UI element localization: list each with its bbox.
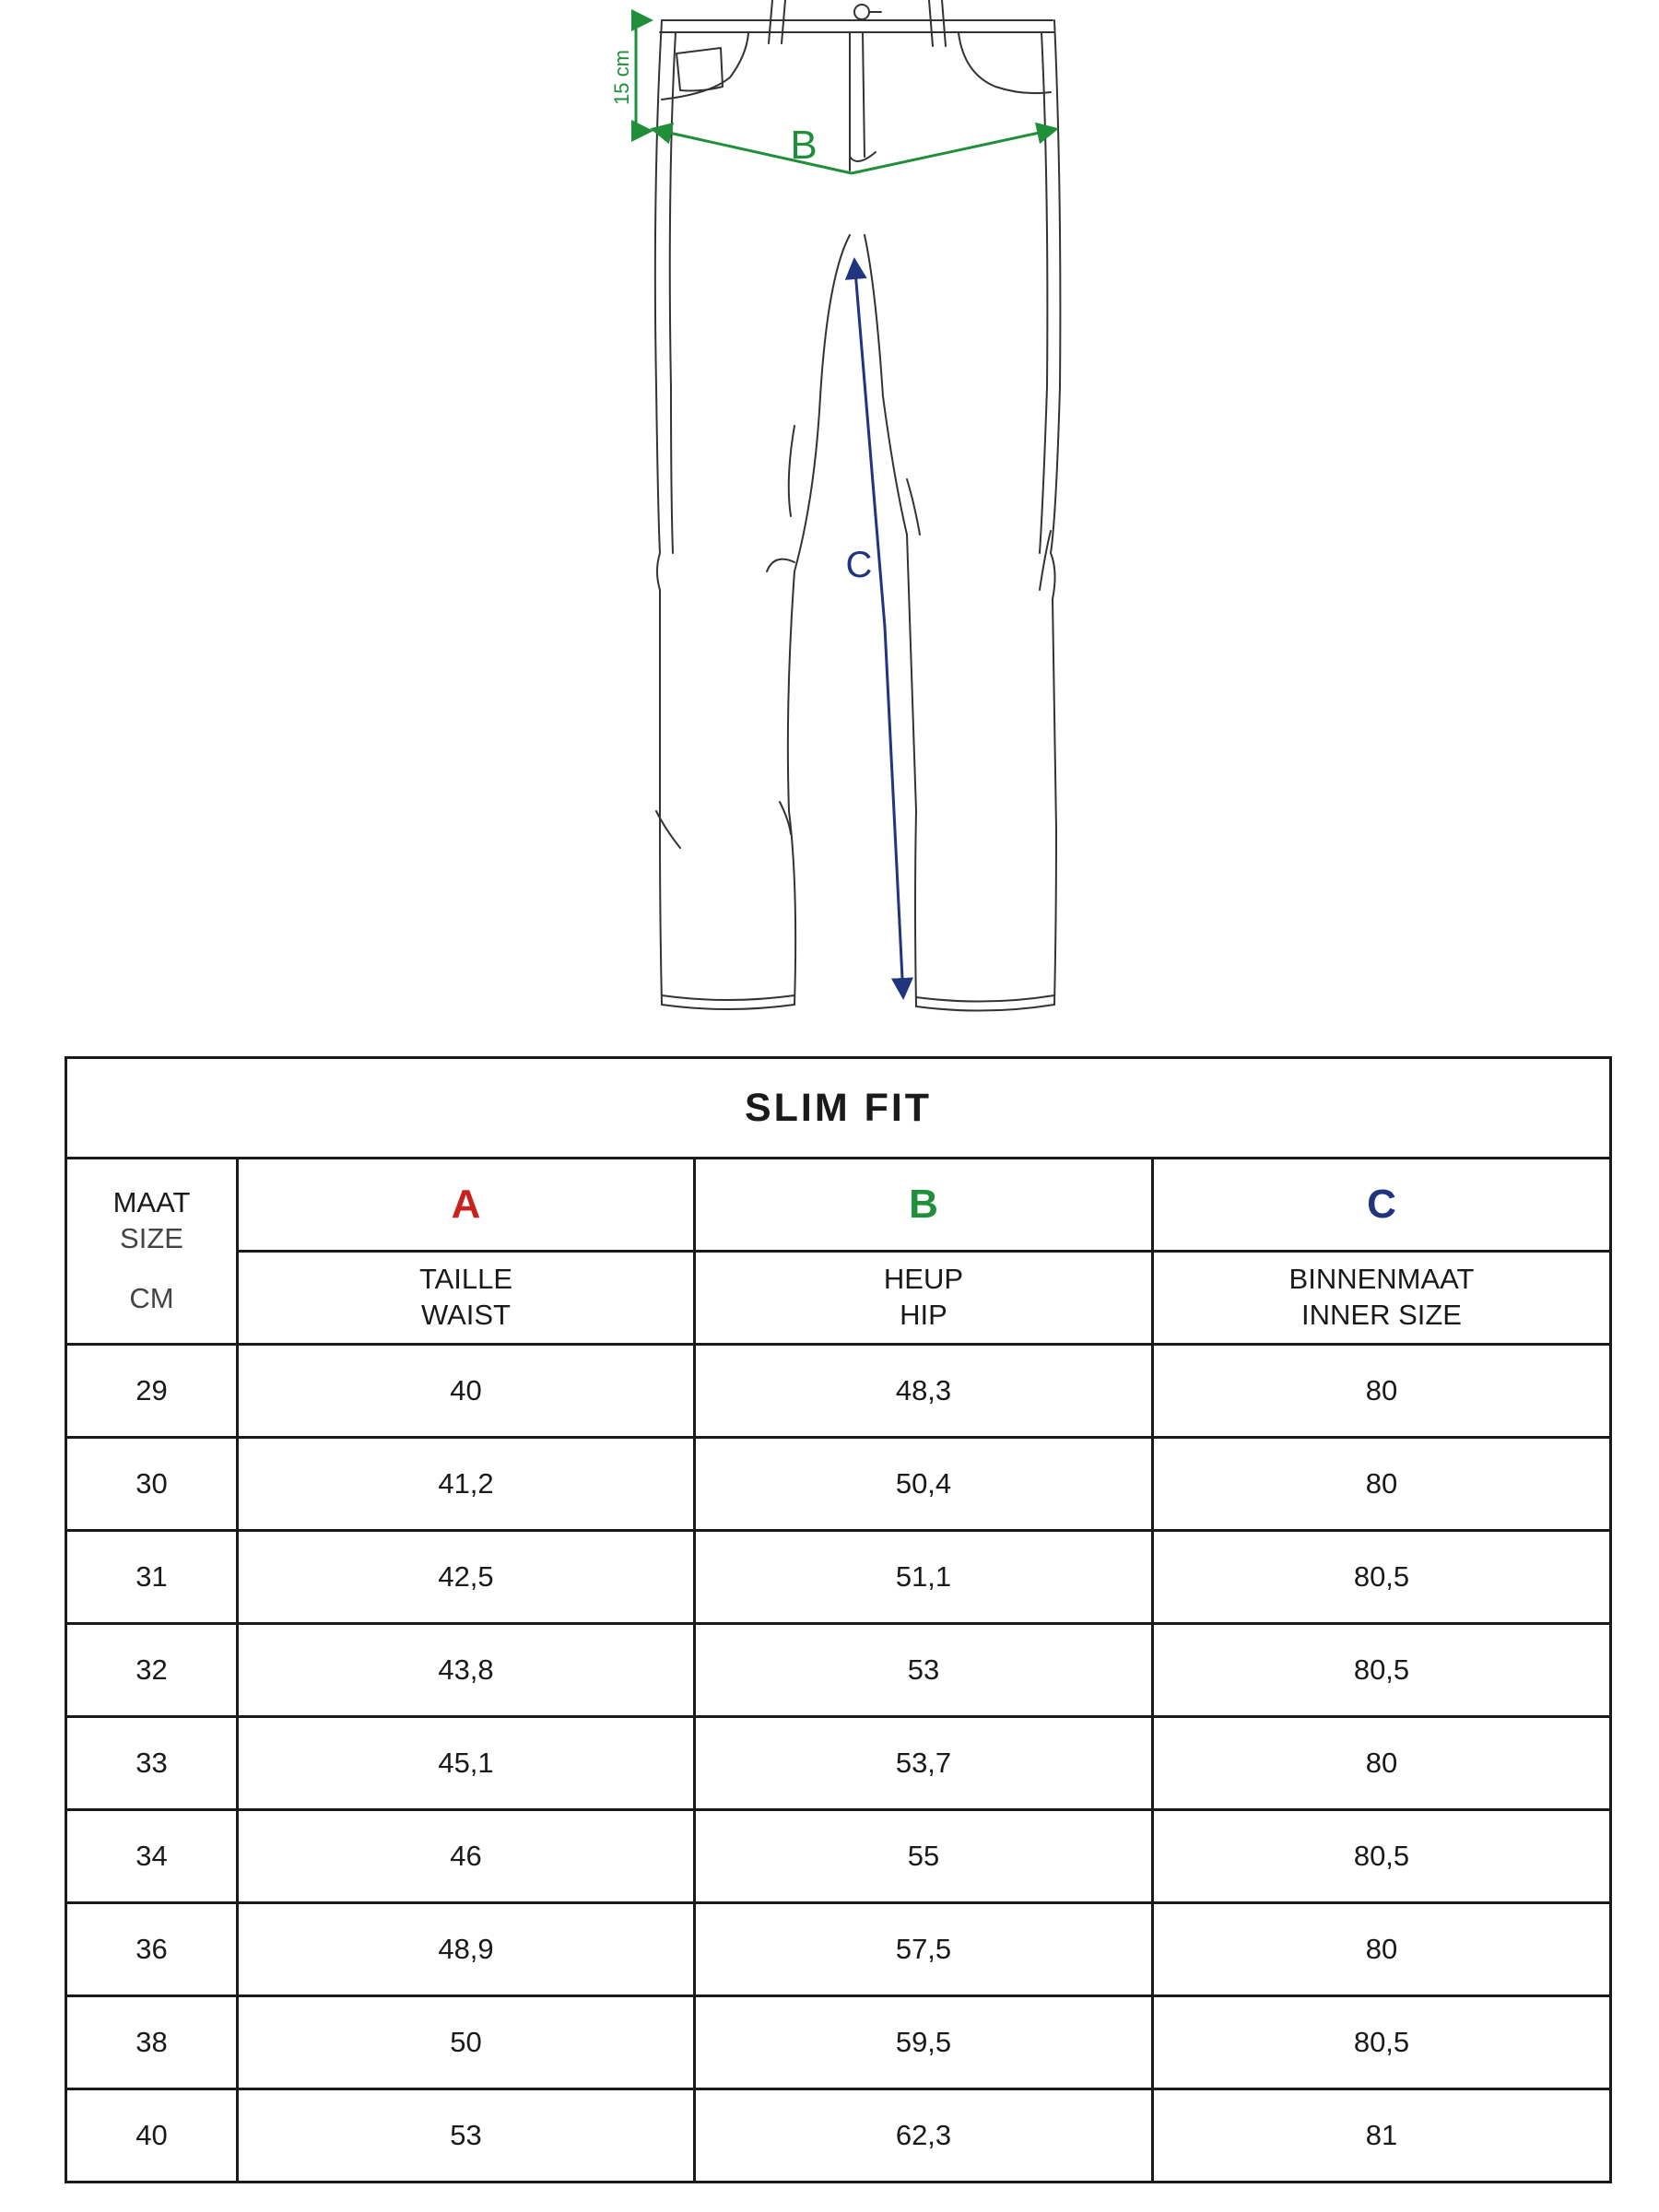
hip-measure-line (653, 129, 1056, 173)
inseam-measure-line (854, 260, 903, 997)
column-header-inner (1153, 1252, 1611, 1345)
inner-size-cell: 80,5 (1153, 1810, 1611, 1903)
hip-cell: 57,5 (695, 1903, 1153, 1996)
table-row (66, 1438, 1611, 1531)
size-cell: 38 (66, 1996, 238, 2089)
hip-cell: 62,3 (695, 2089, 1153, 2183)
hip-cell: 51,1 (695, 1531, 1153, 1624)
inner-size-cell: 80 (1153, 1903, 1611, 1996)
waist-cell: 43,8 (238, 1624, 695, 1717)
column-letter-a: A (238, 1159, 695, 1252)
column-header-hip-nl: HEUP (883, 1263, 964, 1296)
hip-cell: 53,7 (695, 1717, 1153, 1810)
size-cell: 36 (66, 1903, 238, 1996)
size-cell: 31 (66, 1531, 238, 1624)
table-row (66, 1903, 1611, 1996)
hip-measure-letter: B (790, 123, 818, 168)
inner-size-cell: 80 (1153, 1717, 1611, 1810)
rise-height-marker (636, 20, 651, 131)
inner-size-cell: 80 (1153, 1438, 1611, 1531)
table-row (66, 2089, 1611, 2183)
table-title: SLIM FIT (66, 1058, 1611, 1159)
waist-cell: 42,5 (238, 1531, 695, 1624)
waist-cell: 50 (238, 1996, 695, 2089)
rise-height-label: 15 cm (610, 50, 633, 105)
waist-cell: 41,2 (238, 1438, 695, 1531)
size-column-header (66, 1159, 238, 1345)
column-letter-b: B (695, 1159, 1153, 1252)
size-cell: 29 (66, 1345, 238, 1438)
waist-cell: 48,9 (238, 1903, 695, 1996)
inner-size-cell: 81 (1153, 2089, 1611, 2183)
size-cell: 40 (66, 2089, 238, 2183)
inner-size-cell: 80 (1153, 1345, 1611, 1438)
pants-outline (655, 0, 1061, 1011)
hip-cell: 50,4 (695, 1438, 1153, 1531)
size-chart-table (65, 1056, 1612, 2183)
waist-cell: 46 (238, 1810, 695, 1903)
column-header-inner-nl: BINNENMAAT (1288, 1263, 1475, 1296)
column-header-waist-en: WAIST (420, 1299, 511, 1331)
column-header-inner-en: INNER SIZE (1301, 1299, 1462, 1331)
column-header-waist (238, 1252, 695, 1345)
table-row (66, 1345, 1611, 1438)
inner-size-cell: 80,5 (1153, 1531, 1611, 1624)
table-row (66, 1996, 1611, 2089)
size-cell: 30 (66, 1438, 238, 1531)
size-header-unit: CM (129, 1281, 174, 1314)
table-row (66, 1810, 1611, 1903)
table-row (66, 1624, 1611, 1717)
size-header-maat: MAAT (112, 1186, 191, 1219)
waist-cell: 40 (238, 1345, 695, 1438)
size-cell: 34 (66, 1810, 238, 1903)
waist-cell: 53 (238, 2089, 695, 2183)
column-header-waist-nl: TAILLE (418, 1263, 513, 1296)
size-header-size: SIZE (120, 1222, 183, 1255)
hip-cell: 53 (695, 1624, 1153, 1717)
waist-cell: 45,1 (238, 1717, 695, 1810)
column-letter-c: C (1153, 1159, 1611, 1252)
pants-diagram (0, 0, 1659, 1023)
column-header-hip (695, 1252, 1153, 1345)
inner-size-cell: 80,5 (1153, 1624, 1611, 1717)
hip-cell: 59,5 (695, 1996, 1153, 2089)
column-header-hip-en: HIP (900, 1299, 947, 1331)
inner-size-cell: 80,5 (1153, 1996, 1611, 2089)
size-cell: 33 (66, 1717, 238, 1810)
hip-cell: 55 (695, 1810, 1153, 1903)
table-row (66, 1717, 1611, 1810)
size-cell: 32 (66, 1624, 238, 1717)
table-row (66, 1531, 1611, 1624)
hip-cell: 48,3 (695, 1345, 1153, 1438)
inseam-measure-letter: C (845, 545, 873, 585)
